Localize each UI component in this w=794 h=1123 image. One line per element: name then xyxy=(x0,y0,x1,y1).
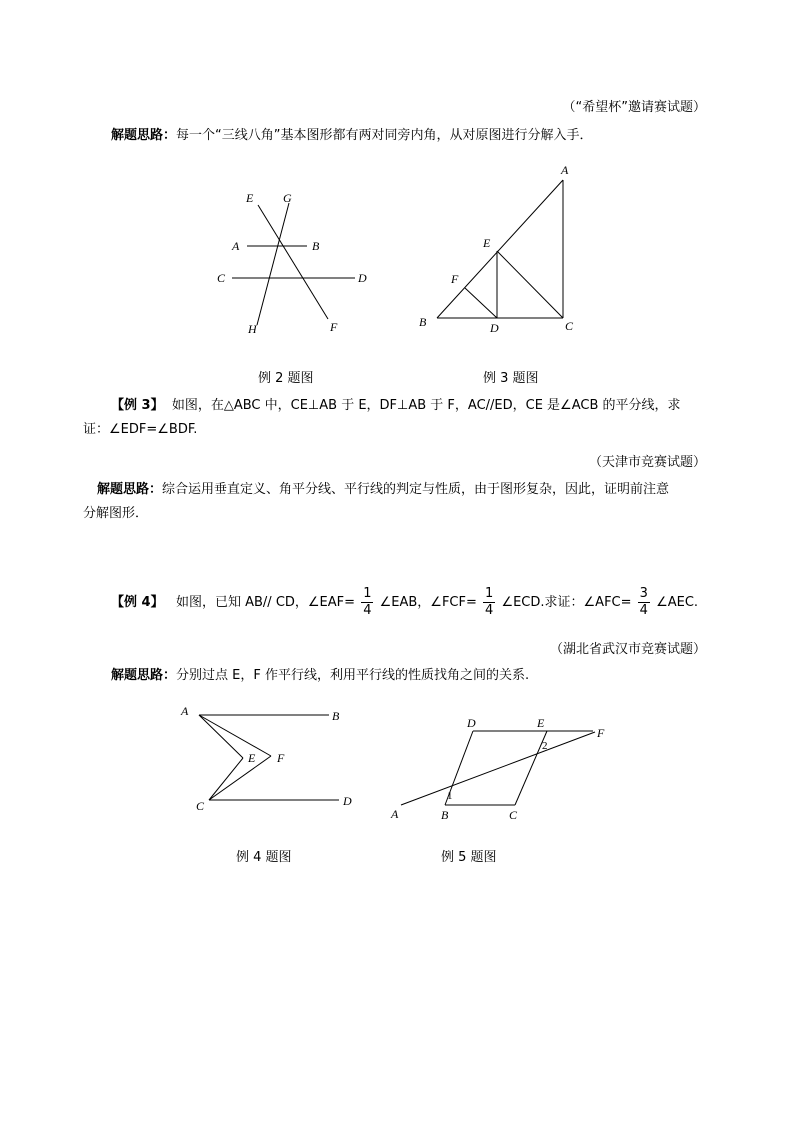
hint-3 xyxy=(111,667,529,685)
example-4-part4: ∠AEC. xyxy=(656,595,699,610)
label-g: G xyxy=(283,191,292,205)
source-citation-1: （“希望杯”邀请赛试题） xyxy=(562,100,706,115)
hint-2-text-line1: 综合运用垂直定义、角平分线、平行线的判定与性质，由于图形复杂，因此，证明前注意 xyxy=(162,482,670,497)
hint-1-text: 每一个“三线八角”基本图形都有两对同旁内角，从对原图进行分解入手． xyxy=(176,128,593,143)
label-c: C xyxy=(509,808,518,822)
label-b: B xyxy=(441,808,449,822)
hint-3-text: 分别过点 E，F 作平行线，利用平行线的性质找角之间的关系. xyxy=(176,668,530,683)
label-e: E xyxy=(246,191,254,205)
example-4-label: 【例 4】 xyxy=(111,595,164,610)
label-angle-1: 1 xyxy=(447,790,453,802)
label-angle-2: 2 xyxy=(542,740,548,752)
source-citation-3: （湖北省武汉市竞赛试题） xyxy=(549,642,706,657)
line-eh xyxy=(257,199,259,331)
figure-4-caption: 例 4 题图 xyxy=(236,850,292,865)
label-c: C xyxy=(565,319,574,333)
figure-4 xyxy=(175,700,365,820)
hint-3-label: 解题思路： xyxy=(111,668,177,683)
label-d: D xyxy=(467,716,476,730)
hint-2 xyxy=(83,478,713,526)
example-3-text-line1: 如图，在△ABC 中，CE⊥AB 于 E，DF⊥AB 于 F，AC//ED，CE 是∠ACB 的平分线，求 xyxy=(171,398,681,413)
example-3-label: 【例 3】 xyxy=(111,398,164,413)
label-h: H xyxy=(248,322,257,336)
label-d: D xyxy=(343,794,352,808)
label-d: D xyxy=(358,271,367,285)
example-3-text-line2: 证：∠EDF=∠BDF. xyxy=(83,422,198,437)
label-b: B xyxy=(312,239,320,253)
line-af xyxy=(401,732,595,805)
hint-1-label: 解题思路： xyxy=(111,128,177,143)
figure-5-caption: 例 5 题图 xyxy=(441,850,497,865)
line-gh-transversal xyxy=(257,203,289,325)
side-ab xyxy=(437,180,563,318)
figure-5 xyxy=(385,715,615,825)
label-d: D xyxy=(490,321,499,335)
figure-3-caption: 例 3 题图 xyxy=(483,371,539,386)
label-a: A xyxy=(391,807,399,821)
fraction-3: $\frac{3}{4}$ xyxy=(639,586,648,618)
label-a: A xyxy=(232,239,240,253)
figure-2-caption: 例 2 题图 xyxy=(258,371,314,386)
example-4-part3: ∠ECD.求证：∠AFC= xyxy=(501,595,632,610)
label-f: F xyxy=(451,272,459,286)
example-3 xyxy=(83,394,713,442)
segment-ec xyxy=(497,251,563,318)
source-citation-2: （天津市竞赛试题） xyxy=(588,455,706,470)
label-f: F xyxy=(330,320,338,334)
label-b: B xyxy=(419,315,427,329)
figure-2 xyxy=(210,185,370,345)
segment-fc xyxy=(209,756,271,800)
hint-2-label: 解题思路： xyxy=(97,482,163,497)
label-a: A xyxy=(181,704,189,718)
figure-3 xyxy=(415,160,585,340)
hint-1 xyxy=(111,127,593,145)
example-4 xyxy=(111,583,698,623)
fraction-2: $\frac{1}{4}$ xyxy=(485,586,494,618)
label-f: F xyxy=(277,751,285,765)
line-ef-transversal xyxy=(258,205,328,319)
hint-2-text-line2: 分解图形． xyxy=(83,506,149,521)
label-e: E xyxy=(537,716,545,730)
label-c: C xyxy=(196,799,205,813)
fraction-1: $\frac{1}{4}$ xyxy=(363,586,372,618)
example-4-part2: ∠EAB，∠FCF= xyxy=(379,595,477,610)
label-a: A xyxy=(561,163,569,177)
label-e: E xyxy=(483,236,491,250)
label-f: F xyxy=(597,726,605,740)
segment-df xyxy=(465,288,497,318)
example-4-part1: 如图，已知 AB// CD，∠EAF= xyxy=(175,595,356,610)
label-b: B xyxy=(332,709,340,723)
label-c: C xyxy=(217,271,226,285)
label-e: E xyxy=(248,751,256,765)
